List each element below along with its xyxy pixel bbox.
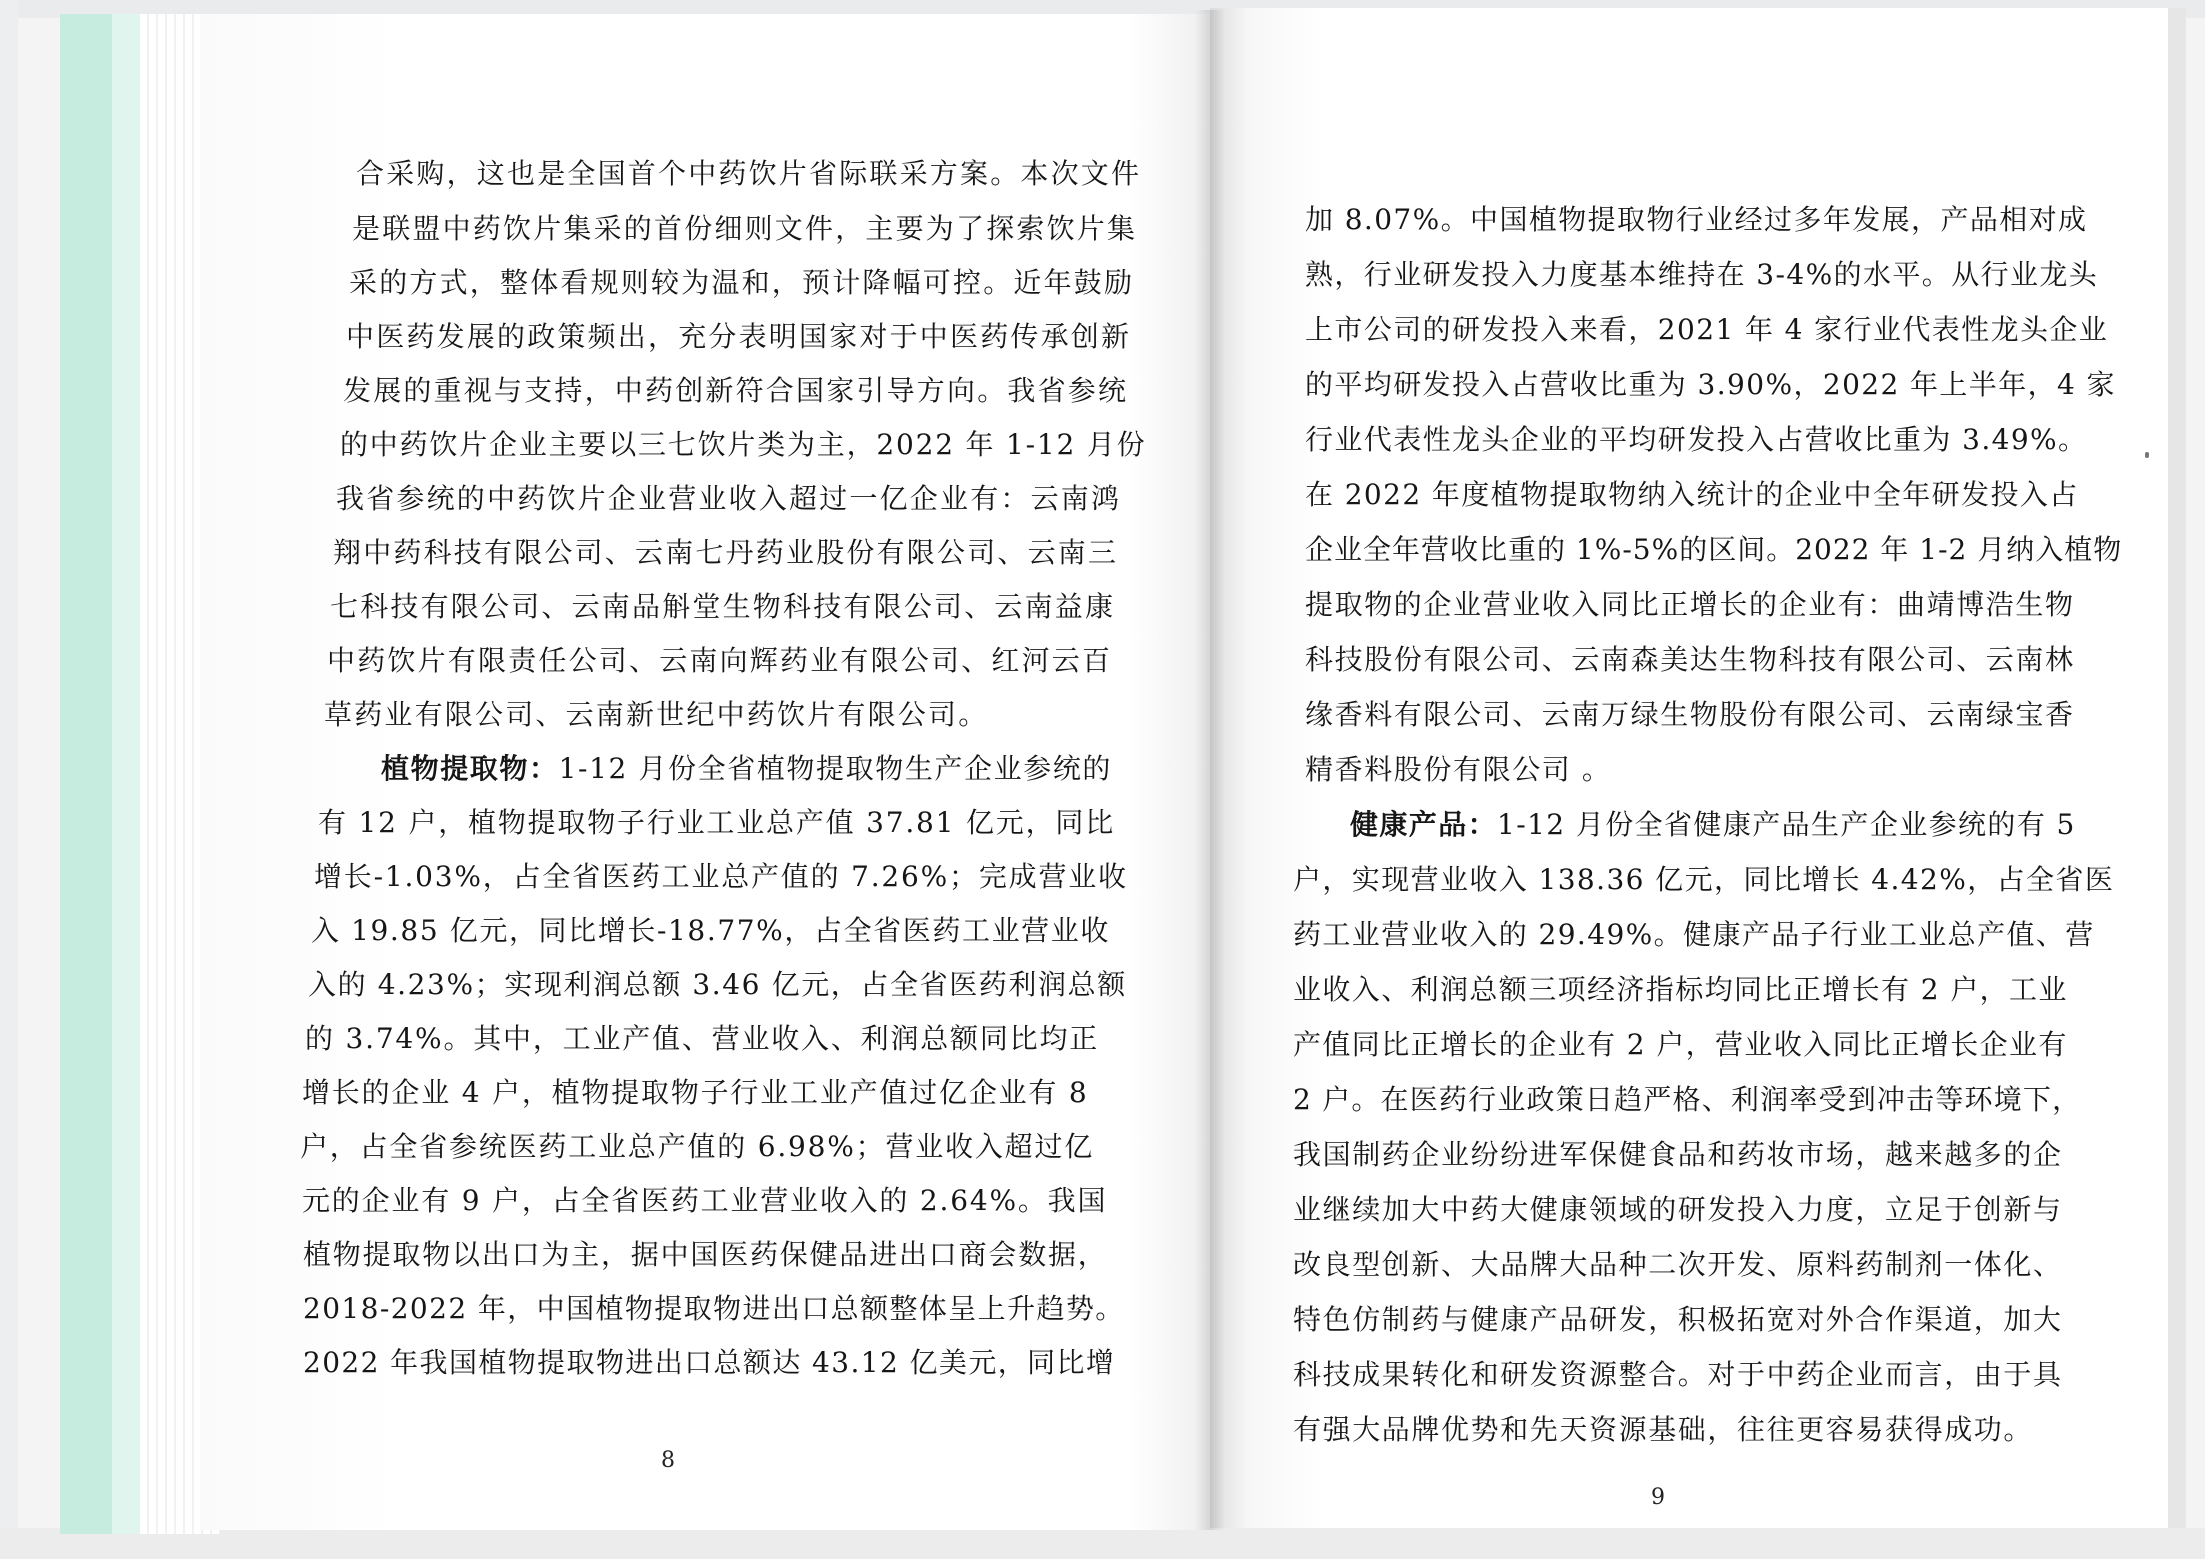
text-line: 增长-1.03%，占全省医药工业总产值的 7.26%；完成营业收	[314, 860, 1128, 893]
text-line: 七科技有限公司、云南品斛堂生物科技有限公司、云南益康	[330, 590, 1116, 623]
text-line: 改良型创新、大品牌大品种二次开发、原料药制剂一体化、	[1293, 1248, 2063, 1281]
book-spine-shadow	[1195, 10, 1225, 1530]
text-line: 的中药饮片企业主要以三七饮片类为主，2022 年 1-12 月份	[340, 428, 1147, 461]
text-line: 入的 4.23%；实现利润总额 3.46 亿元，占全省医药利润总额	[308, 968, 1127, 1001]
text-line: 2 户。在医药行业政策日趋严格、利润率受到冲击等环境下，	[1293, 1083, 2082, 1116]
section-first-line	[381, 749, 1112, 789]
text-line: 精香料股份有限公司 。	[1305, 753, 1612, 786]
text-line: 户，实现营业收入 138.36 亿元，同比增长 4.42%，占全省医	[1293, 863, 2115, 896]
page-number-right: 9	[1651, 1485, 1665, 1510]
text-line: 的平均研发投入占营收比重为 3.90%，2022 年上半年，4 家	[1305, 368, 2116, 401]
text-line: 中医药发展的政策频出，充分表明国家对于中医药传承创新	[346, 320, 1132, 353]
section-heading-plant-extract: 植物提取物：	[381, 752, 559, 785]
text-line: 科技股份有限公司、云南森美达生物科技有限公司、云南林	[1305, 643, 2075, 676]
text-line: 植物提取物以出口为主，据中国医药保健品进出口商会数据，	[303, 1238, 1108, 1271]
text-line: 缘香料有限公司、云南万绿生物股份有限公司、云南绿宝香	[1305, 698, 2075, 731]
text-line: 业收入、利润总额三项经济指标均同比正增长有 2 户，工业	[1293, 973, 2068, 1006]
text-line: 合采购，这也是全国首个中药饮片省际联采方案。本次文件	[356, 157, 1142, 190]
text-line: 科技成果转化和研发资源整合。对于中药企业而言，由于具	[1293, 1358, 2063, 1391]
section-first-line	[1350, 805, 2076, 845]
text-line: 企业全年营收比重的 1%-5%的区间。2022 年 1-2 月纳入植物	[1305, 533, 2123, 566]
text-line: 在 2022 年度植物提取物纳入统计的企业中全年研发投入占	[1305, 478, 2079, 511]
text-line: 增长的企业 4 户，植物提取物子行业工业产值过亿企业有 8	[302, 1076, 1089, 1109]
scan-speck	[2145, 452, 2149, 458]
text-line: 是联盟中药饮片集采的首份细则文件，主要为了探索饮片集	[352, 212, 1138, 245]
text-line: 2022 年我国植物提取物进出口总额达 43.12 亿美元，同比增	[303, 1346, 1116, 1379]
text-line: 的 3.74%。其中，工业产值、营业收入、利润总额同比均正	[305, 1022, 1100, 1055]
right-page-edge	[2168, 8, 2186, 1528]
text-line: 我省参统的中药饮片企业营业收入超过一亿企业有：云南鸿	[336, 482, 1122, 515]
text-line: 上市公司的研发投入来看，2021 年 4 家行业代表性龙头企业	[1305, 313, 2109, 346]
text-line: 元的企业有 9 户，占全省医药工业营业收入的 2.64%。我国	[302, 1184, 1108, 1217]
text-line: 中药饮片有限责任公司、云南向辉药业有限公司、红河云百	[327, 644, 1113, 677]
text-line: 加 8.07%。中国植物提取物行业经过多年发展，产品相对成	[1305, 203, 2088, 236]
text-line: 2018-2022 年，中国植物提取物进出口总额整体呈上升趋势。	[303, 1292, 1125, 1325]
scan-left-border	[0, 0, 18, 1559]
text-line: 行业代表性龙头企业的平均研发投入占营收比重为 3.49%。	[1305, 423, 2088, 456]
text-line: 入 19.85 亿元，同比增长-18.77%，占全省医药工业营业收	[311, 914, 1110, 947]
text-line: 草药业有限公司、云南新世纪中药饮片有限公司。	[324, 698, 989, 731]
scan-bottom-border	[0, 1528, 2205, 1559]
text-line: 产值同比正增长的企业有 2 户，营业收入同比正增长企业有	[1293, 1028, 2068, 1061]
text-line: 业继续加大中药大健康领域的研发投入力度，立足于创新与	[1293, 1193, 2063, 1226]
section-first-text: 1-12 月份全省健康产品生产企业参统的有 5	[1497, 808, 2076, 841]
text-line: 翔中药科技有限公司、云南七丹药业股份有限公司、云南三	[333, 536, 1119, 569]
text-line: 发展的重视与支持，中药创新符合国家引导方向。我省参统	[343, 374, 1129, 407]
text-line: 特色仿制药与健康产品研发，积极拓宽对外合作渠道，加大	[1293, 1303, 2063, 1336]
text-line: 提取物的企业营业收入同比正增长的企业有：曲靖博浩生物	[1305, 588, 2075, 621]
page-number-left: 8	[661, 1448, 675, 1473]
text-line: 采的方式，整体看规则较为温和，预计降幅可控。近年鼓励	[349, 266, 1135, 299]
text-line: 有强大品牌优势和先天资源基础，往往更容易获得成功。	[1293, 1413, 2034, 1446]
text-line: 户，占全省参统医药工业总产值的 6.98%；营业收入超过亿	[300, 1130, 1095, 1163]
text-line: 我国制药企业纷纷进军保健食品和药妆市场，越来越多的企	[1293, 1138, 2063, 1171]
text-line: 药工业营业收入的 29.49%。健康产品子行业工业总产值、营	[1293, 918, 2095, 951]
text-line: 熟，行业研发投入力度基本维持在 3-4%的水平。从行业龙头	[1305, 258, 2099, 291]
section-first-text: 1-12 月份全省植物提取物生产企业参统的	[558, 752, 1113, 785]
text-line: 有 12 户，植物提取物子行业工业总产值 37.81 亿元，同比	[318, 806, 1115, 839]
section-heading-health-products: 健康产品：	[1350, 808, 1498, 841]
